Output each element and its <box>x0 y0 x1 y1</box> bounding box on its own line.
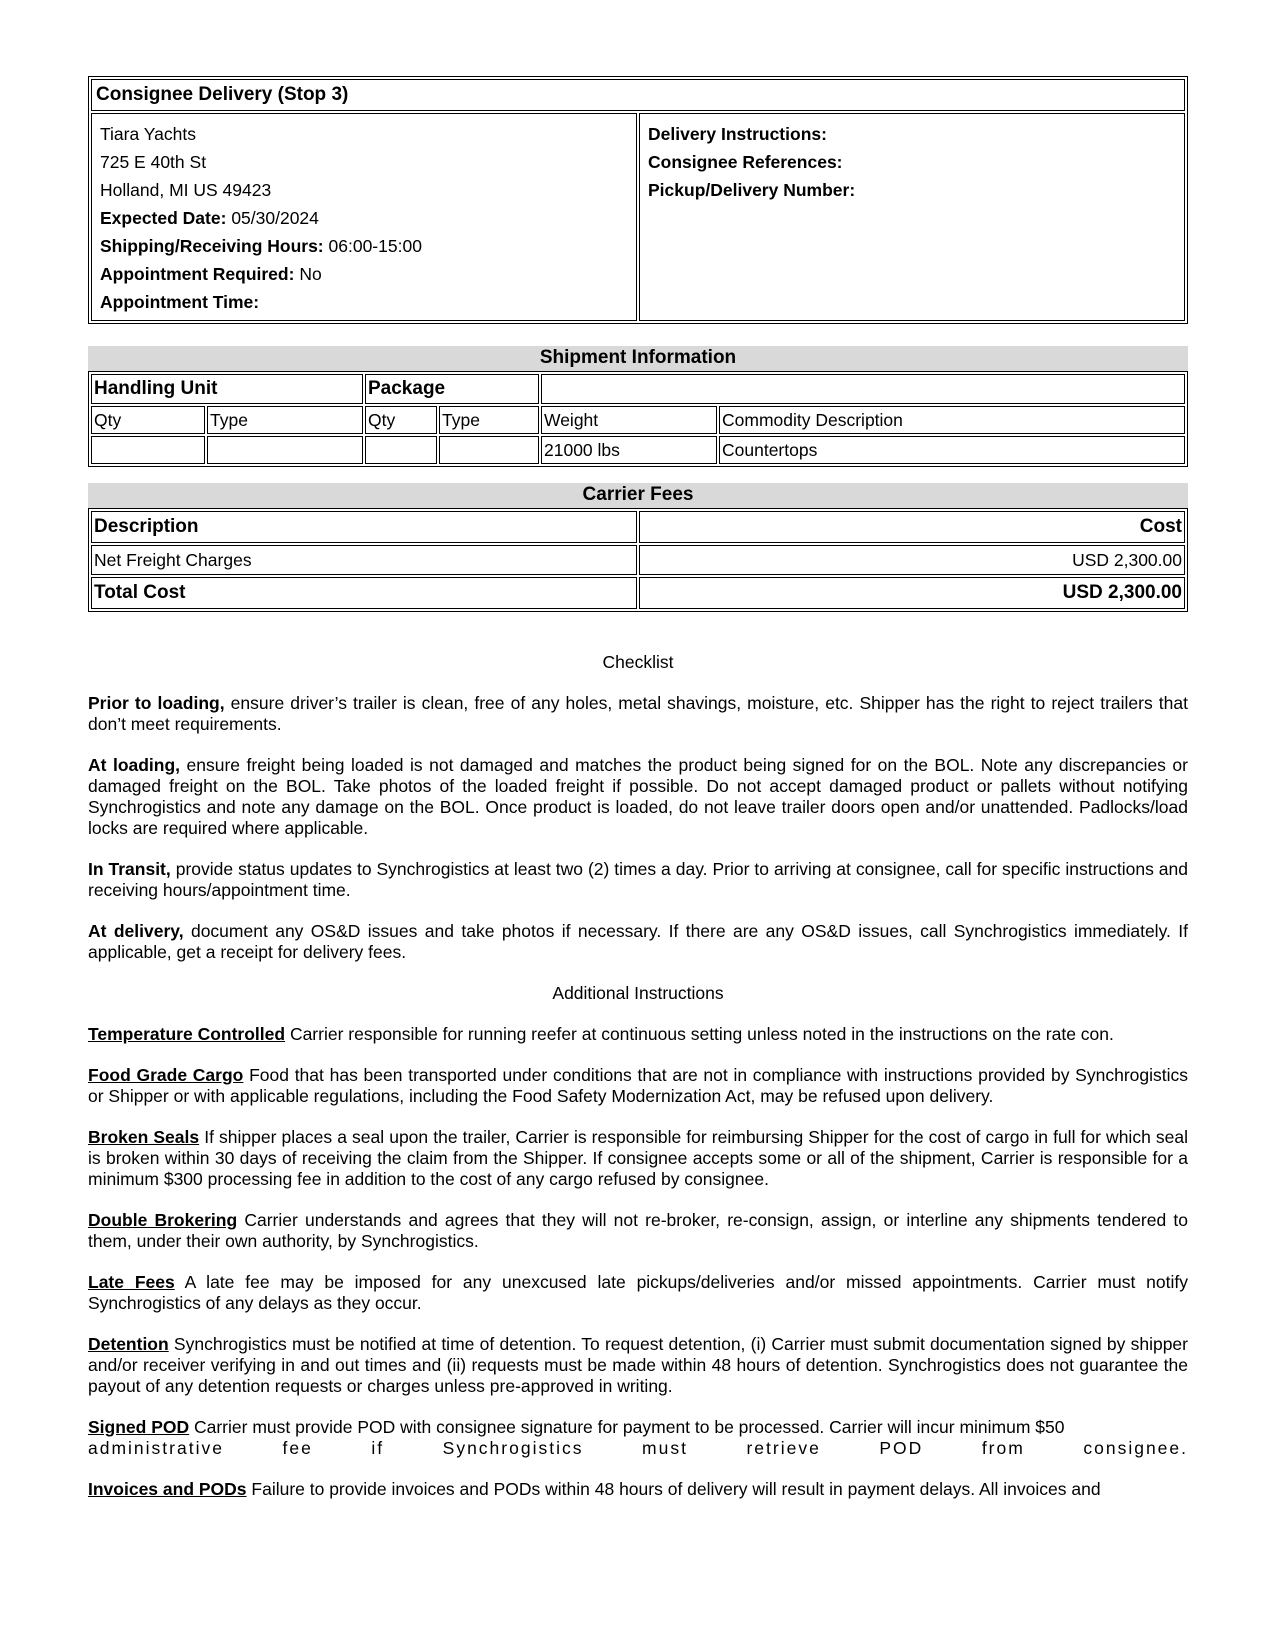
hours-label: Shipping/Receiving Hours: <box>100 236 324 256</box>
total-cost-value: USD 2,300.00 <box>639 577 1185 609</box>
signed-pod-text-line2: administrative fee if Synchrogistics must retrieve POD from consignee. <box>88 1438 1188 1458</box>
double-brokering-text: Carrier understands and agrees that they will not re-broker, re-consign, assign, or interline any shipments tendered to them, under their own authority, by Synchrogistics. <box>88 1210 1188 1251</box>
consignee-references-label: Consignee References: <box>648 152 843 172</box>
invoices-pods-text: Failure to provide invoices and PODs within 48 hours of delivery will result in payment delays. All invoices and <box>246 1479 1101 1499</box>
hu-qty-col: Qty <box>91 406 205 434</box>
appt-time-row <box>100 288 628 316</box>
total-row <box>91 577 1185 609</box>
consignee-title: Consignee Delivery (Stop 3) <box>91 79 1185 111</box>
expected-date-label: Expected Date: <box>100 208 227 228</box>
expected-date-value: 05/30/2024 <box>231 208 319 228</box>
fees-cost-header: Cost <box>639 511 1185 543</box>
table-row <box>91 545 1185 575</box>
checklist-title: Checklist <box>602 652 674 672</box>
appt-required-row <box>100 260 628 288</box>
temperature-controlled-lead: Temperature Controlled <box>88 1024 286 1044</box>
in-transit-paragraph <box>88 859 1188 901</box>
appt-required-value: No <box>299 264 322 284</box>
temperature-controlled-paragraph <box>88 1024 1188 1045</box>
rate-confirmation-page <box>88 76 1188 1500</box>
carrier-fees-table <box>88 508 1188 612</box>
invoices-pods-paragraph <box>88 1479 1188 1500</box>
double-brokering-lead: Double Brokering <box>88 1210 238 1230</box>
at-delivery-lead: At delivery, <box>88 921 184 941</box>
expected-date-row <box>100 204 628 232</box>
shipment-info-header: Shipment Information <box>88 346 1188 371</box>
at-loading-lead: At loading, <box>88 755 181 775</box>
broken-seals-lead: Broken Seals <box>88 1127 200 1147</box>
temperature-controlled-text: Carrier responsible for running reefer at continuous setting unless noted in the instructions on the rate con. <box>285 1024 1114 1044</box>
additional-instructions-title: Additional Instructions <box>552 983 724 1003</box>
late-fees-paragraph <box>88 1272 1188 1314</box>
handling-unit-header: Handling Unit <box>91 374 363 404</box>
food-grade-paragraph <box>88 1065 1188 1107</box>
fee-line-description: Net Freight Charges <box>91 545 637 575</box>
broken-seals-paragraph <box>88 1127 1188 1190</box>
food-grade-text: Food that has been transported under conditions that are not in compliance with instructions provided by Synchrogistics or Shipper or with applicable regulations, including the Food Safety Modernization Act, may be refused upon delivery. <box>88 1065 1188 1106</box>
late-fees-text: A late fee may be imposed for any unexcused late pickups/deliveries and/or missed appointments. Carrier must notify Synchrogistics of any delays as they occur. <box>88 1272 1189 1313</box>
hours-value: 06:00-15:00 <box>328 236 422 256</box>
signed-pod-lead: Signed POD <box>88 1417 190 1437</box>
pickup-delivery-number-label: Pickup/Delivery Number: <box>648 180 856 200</box>
pkg-qty-col: Qty <box>365 406 437 434</box>
table-row <box>91 436 1185 464</box>
at-loading-text: ensure freight being loaded is not damaged and matches the product being signed for on the BOL. Note any discrepancies or damaged freight on the BOL. Take photos of the loaded freight if possible. Do not accept damaged product or pallets without notifying Synchrogistics and note any damage on the BOL. Once product is loaded, do not leave trailer doors open and/or unattended. Padlocks/load locks are required where applicable. <box>88 755 1188 838</box>
shipment-table <box>88 371 1188 467</box>
signed-pod-text-line1: Carrier must provide POD with consignee signature for payment to be processed. Carrier will incur minimum $50 <box>189 1417 1065 1437</box>
detention-paragraph <box>88 1334 1188 1397</box>
detention-text: Synchrogistics must be notified at time of detention. To request detention, (i) Carrier must submit documentation signed by shipper and/or receiver verifying in and out times and (ii) requests must be made within 48 hours of detention. Synchrogistics does not guarantee the payout of any detention requests or charges unless pre-approved in writing. <box>88 1334 1188 1396</box>
appt-time-label: Appointment Time: <box>100 292 260 312</box>
consignee-table <box>88 76 1188 324</box>
prior-to-loading-lead: Prior to loading, <box>88 693 225 713</box>
fees-description-header: Description <box>91 511 637 543</box>
late-fees-lead: Late Fees <box>88 1272 175 1292</box>
signed-pod-paragraph <box>88 1417 1188 1459</box>
shipment-column-row <box>91 406 1185 434</box>
hours-row <box>100 232 628 260</box>
in-transit-lead: In Transit, <box>88 859 171 879</box>
package-header: Package <box>365 374 539 404</box>
delivery-instructions-label: Delivery Instructions: <box>648 124 827 144</box>
double-brokering-paragraph <box>88 1210 1188 1252</box>
weight-cell: 21000 lbs <box>541 436 717 464</box>
at-delivery-paragraph <box>88 921 1188 963</box>
fee-line-cost: USD 2,300.00 <box>639 545 1185 575</box>
blank-header <box>541 374 1185 404</box>
pkg-type-col: Type <box>439 406 539 434</box>
consignee-address-line2: Holland, MI US 49423 <box>100 180 272 200</box>
carrier-fees-header: Carrier Fees <box>88 483 1188 508</box>
appt-required-label: Appointment Required: <box>100 264 295 284</box>
prior-to-loading-paragraph <box>88 693 1188 735</box>
commodity-cell: Countertops <box>719 436 1185 464</box>
at-delivery-text: document any OS&D issues and take photos if necessary. If there are any OS&D issues, call Synchrogistics immediately. If applicable, get a receipt for delivery fees. <box>88 921 1188 962</box>
hu-qty-cell <box>91 436 205 464</box>
commodity-col: Commodity Description <box>719 406 1185 434</box>
pkg-qty-cell <box>365 436 437 464</box>
broken-seals-text: If shipper places a seal upon the trailer, Carrier is responsible for reimbursing Shipper for the cost of cargo in full for which seal is broken within 30 days of receiving the claim from the Shipper. If consignee accepts some or all of the shipment, Carrier is responsible for a minimum $300 processing fee in addition to the cost of any cargo refused by consignee. <box>88 1127 1188 1189</box>
hu-type-col: Type <box>207 406 363 434</box>
food-grade-lead: Food Grade Cargo <box>88 1065 244 1085</box>
at-loading-paragraph <box>88 755 1188 839</box>
consignee-address-cell <box>91 113 637 321</box>
consignee-instructions-cell <box>639 113 1185 321</box>
consignee-address-line1: 725 E 40th St <box>100 152 207 172</box>
in-transit-text: provide status updates to Synchrogistics at least two (2) times a day. Prior to arriving at consignee, call for specific instructions and receiving hours/appointment time. <box>88 859 1189 900</box>
detention-lead: Detention <box>88 1334 169 1354</box>
total-cost-label: Total Cost <box>91 577 637 609</box>
hu-type-cell <box>207 436 363 464</box>
invoices-pods-lead: Invoices and PODs <box>88 1479 247 1499</box>
pkg-type-cell <box>439 436 539 464</box>
prior-to-loading-text: ensure driver’s trailer is clean, free of any holes, metal shavings, moisture, etc. Shipper has the right to reject trailers that don’t meet requirements. <box>88 693 1188 734</box>
weight-col: Weight <box>541 406 717 434</box>
consignee-name: Tiara Yachts <box>100 124 196 144</box>
